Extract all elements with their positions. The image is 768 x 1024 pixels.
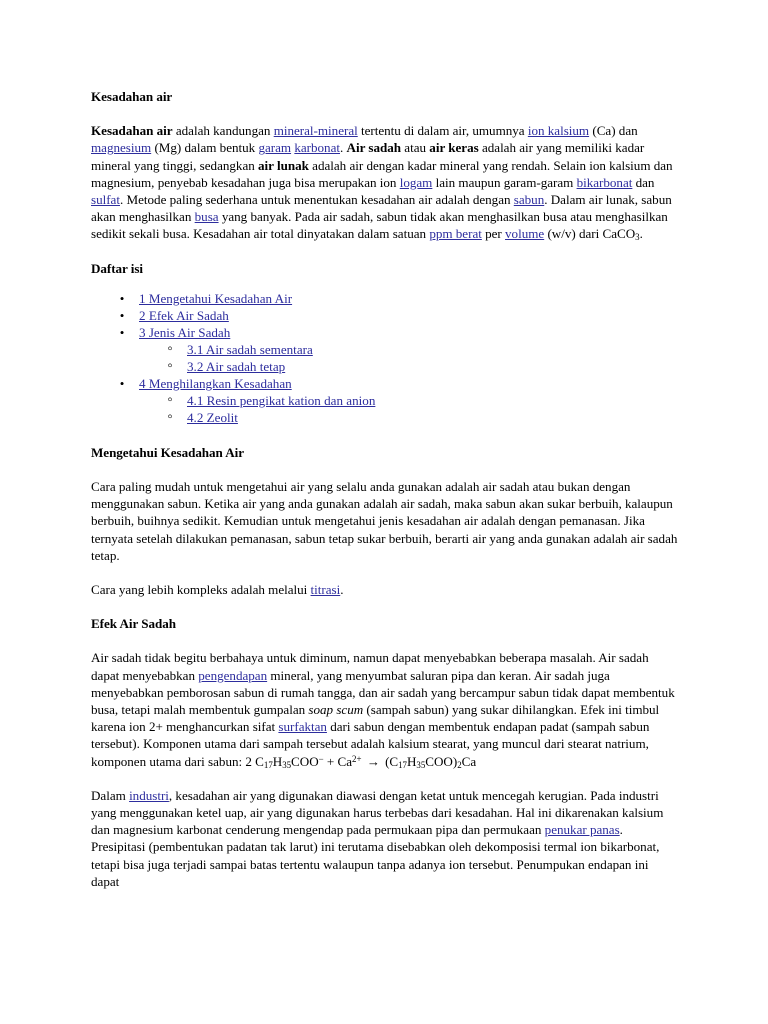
toc-link[interactable]: 4.1 Resin pengikat kation dan anion (187, 392, 376, 408)
hyperlink[interactable]: sabun (513, 192, 545, 208)
subscript: 35 (416, 759, 426, 770)
spacer (91, 632, 679, 649)
circle-bullet-icon (165, 392, 175, 410)
hyperlink[interactable]: pengendapan (198, 667, 268, 683)
spacer (91, 426, 679, 444)
section-heading: Efek Air Sadah (91, 616, 176, 632)
subscript: 3 (635, 232, 640, 243)
charge: 2+ (352, 753, 362, 764)
disc-bullet-icon (117, 290, 127, 307)
hyperlink[interactable]: karbonat (294, 140, 340, 156)
toc-item (91, 341, 679, 358)
circle-bullet-icon (165, 341, 175, 359)
spacer (91, 461, 679, 478)
toc-link[interactable]: 3.1 Air sadah sementara (187, 341, 313, 357)
subscript: 17 (398, 759, 407, 770)
toc-item (91, 358, 679, 375)
toc-link[interactable]: 4 Menghilangkan Kesadahan (139, 375, 292, 391)
toc-link[interactable]: 2 Efek Air Sadah (139, 307, 229, 323)
hyperlink[interactable]: penukar panas (544, 822, 620, 838)
hyperlink[interactable]: busa (194, 209, 219, 225)
spacer (91, 770, 679, 787)
toc-item (91, 375, 679, 392)
hyperlink[interactable]: sulfat (91, 192, 120, 208)
chemical-equation: 2 $C_{17}H_{35}COO^- + Ca^{2+} \to (C_{17}H_{35}COO)_2Ca$ (245, 753, 477, 770)
body-paragraph: Dalam industri, kesadahan air yang digunakan diawasi dengan ketat untuk mencegah kerugian. Pada industri yang menggunakan ketel uap, air yang digunakan harus terbebas dari kesadahan. Hal ini dikarenakan kalsium dan magnesium karbonat cenderung mengendap pada permukaan pipa dan permukaan penukar panas. Presipitasi (pembentukan padatan tak larut) ini terutama disebabkan oleh dekomposisi termal ion bikarbonat, tetapi bisa juga terjadi sampai batas tertentu walaupun tanpa adanya ion tersebut. Penumpukan endapan ini dapat (91, 787, 664, 889)
bold-text: air keras (429, 140, 479, 156)
toc-link[interactable]: 4.2 Zeolit (187, 409, 238, 425)
circle-bullet-icon (165, 358, 175, 376)
hyperlink[interactable]: mineral-mineral (273, 123, 358, 139)
section-heading: Mengetahui Kesadahan Air (91, 444, 245, 460)
toc-heading: Daftar isi (91, 260, 143, 276)
spacer (91, 277, 679, 290)
hyperlink[interactable]: bikarbonat (576, 174, 633, 190)
toc-item (91, 409, 679, 426)
document-sections (91, 444, 679, 907)
body-paragraph: Cara paling mudah untuk mengetahui air yang selalu anda gunakan adalah air sadah atau bukan dengan menggunakan sabun. Ketika air yang anda gunakan adalah air sadah, maka sabun akan sukar berbuih, kalaupun berbuih, buihnya sedikit. Kemudian untuk mengetahui jenis kesadahan air adalah dengan pemanasan. Jika ternyata setelah dilakukan pemanasan, sabun tetap sukar berbuih, berarti air yang anda gunakan adalah air sadah tetap. (91, 479, 678, 563)
subscript: 2 (457, 759, 462, 770)
hyperlink[interactable]: industri (129, 787, 169, 803)
spacer (91, 105, 679, 122)
bold-text: Air sadah (346, 140, 402, 156)
spacer (91, 598, 679, 615)
toc-link[interactable]: 3 Jenis Air Sadah (139, 324, 231, 340)
disc-bullet-icon (117, 307, 127, 324)
intro-paragraph: Kesadahan air adalah kandungan mineral-mineral tertentu di dalam air, umumnya ion kalsium (Ca) dan magnesium (Mg) dalam bentuk garam karbonat. Air sadah atau air keras adalah air yang memiliki kadar mineral yang tinggi, sedangkan air lunak adalah air dengan kadar mineral yang rendah. Selain ion kalsium dan magnesium, penyebab kesadahan juga bisa merupakan ion logam lain maupun garam-garam bikarbonat dan sulfat. Metode paling sederhana untuk menentukan kesadahan air adalah dengan sabun. Dalam air lunak, sabun akan menghasilkan busa yang banyak. Pada air sadah, sabun tidak akan menghasilkan busa atau menghasilkan sedikit sekali busa. Kesadahan air total dinyatakan dalam satuan ppm berat per volume (w/v) dari CaCO$_3$. (91, 123, 673, 243)
italic-text: soap scum (308, 702, 364, 718)
hyperlink[interactable]: titrasi (310, 582, 341, 598)
disc-bullet-icon (117, 324, 127, 341)
table-of-contents (91, 290, 679, 426)
disc-bullet-icon (117, 375, 127, 392)
document-body (91, 88, 679, 907)
toc-item (91, 307, 679, 324)
toc-link[interactable]: 3.2 Air sadah tetap (187, 358, 286, 374)
subscript: 17 (263, 759, 273, 770)
toc-item (91, 392, 679, 409)
body-paragraph: Cara yang lebih kompleks adalah melalui titrasi. (91, 582, 344, 598)
hyperlink[interactable]: logam (399, 174, 433, 190)
body-paragraph: Air sadah tidak begitu berbahaya untuk diminum, namun dapat menyebabkan beberapa masalah. Air sadah dapat menyebabkan pengendapan mineral, yang menyumbat saluran pipa dan keran. Air sadah juga menyebabkan pemborosan sabun di rumah tangga, dan air sadah yang bercampur sabun tidak dapat membentuk busa, tetapi malah membentuk gumpalan soap scum (sampah sabun) yang sukar dihilangkan. Efek ini timbul karena ion 2+ menghancurkan sifat surfaktan dari sabun dengan membentuk endapan padat (sampah sabun tersebut). Komponen utama dari sampah tersebut adalah kalsium stearat, yang muncul dari stearat natrium, komponen utama dari sabun: 2 $C_{17}H_{35}COO^- + Ca^{2+} \to (C_{17}H_{35}COO)_2Ca$ (91, 650, 675, 770)
charge: − (318, 753, 324, 764)
spacer (91, 564, 679, 581)
subscript: 35 (282, 759, 292, 770)
reaction-arrow-icon: → (366, 753, 384, 769)
circle-bullet-icon (165, 409, 175, 427)
bold-text: Kesadahan air (91, 123, 173, 139)
spacer (91, 890, 679, 907)
spacer (91, 243, 679, 260)
toc-link[interactable]: 1 Mengetahui Kesadahan Air (139, 290, 293, 306)
hyperlink[interactable]: ion kalsium (527, 123, 590, 139)
hyperlink[interactable]: surfaktan (278, 719, 327, 735)
hyperlink[interactable]: magnesium (91, 140, 152, 156)
hyperlink[interactable]: ppm berat (429, 226, 482, 242)
page-title: Kesadahan air (91, 89, 173, 104)
bold-text: air lunak (258, 157, 309, 173)
hyperlink[interactable]: volume (505, 226, 545, 242)
toc-item (91, 324, 679, 341)
toc-item (91, 290, 679, 307)
hyperlink[interactable]: garam (258, 140, 292, 156)
